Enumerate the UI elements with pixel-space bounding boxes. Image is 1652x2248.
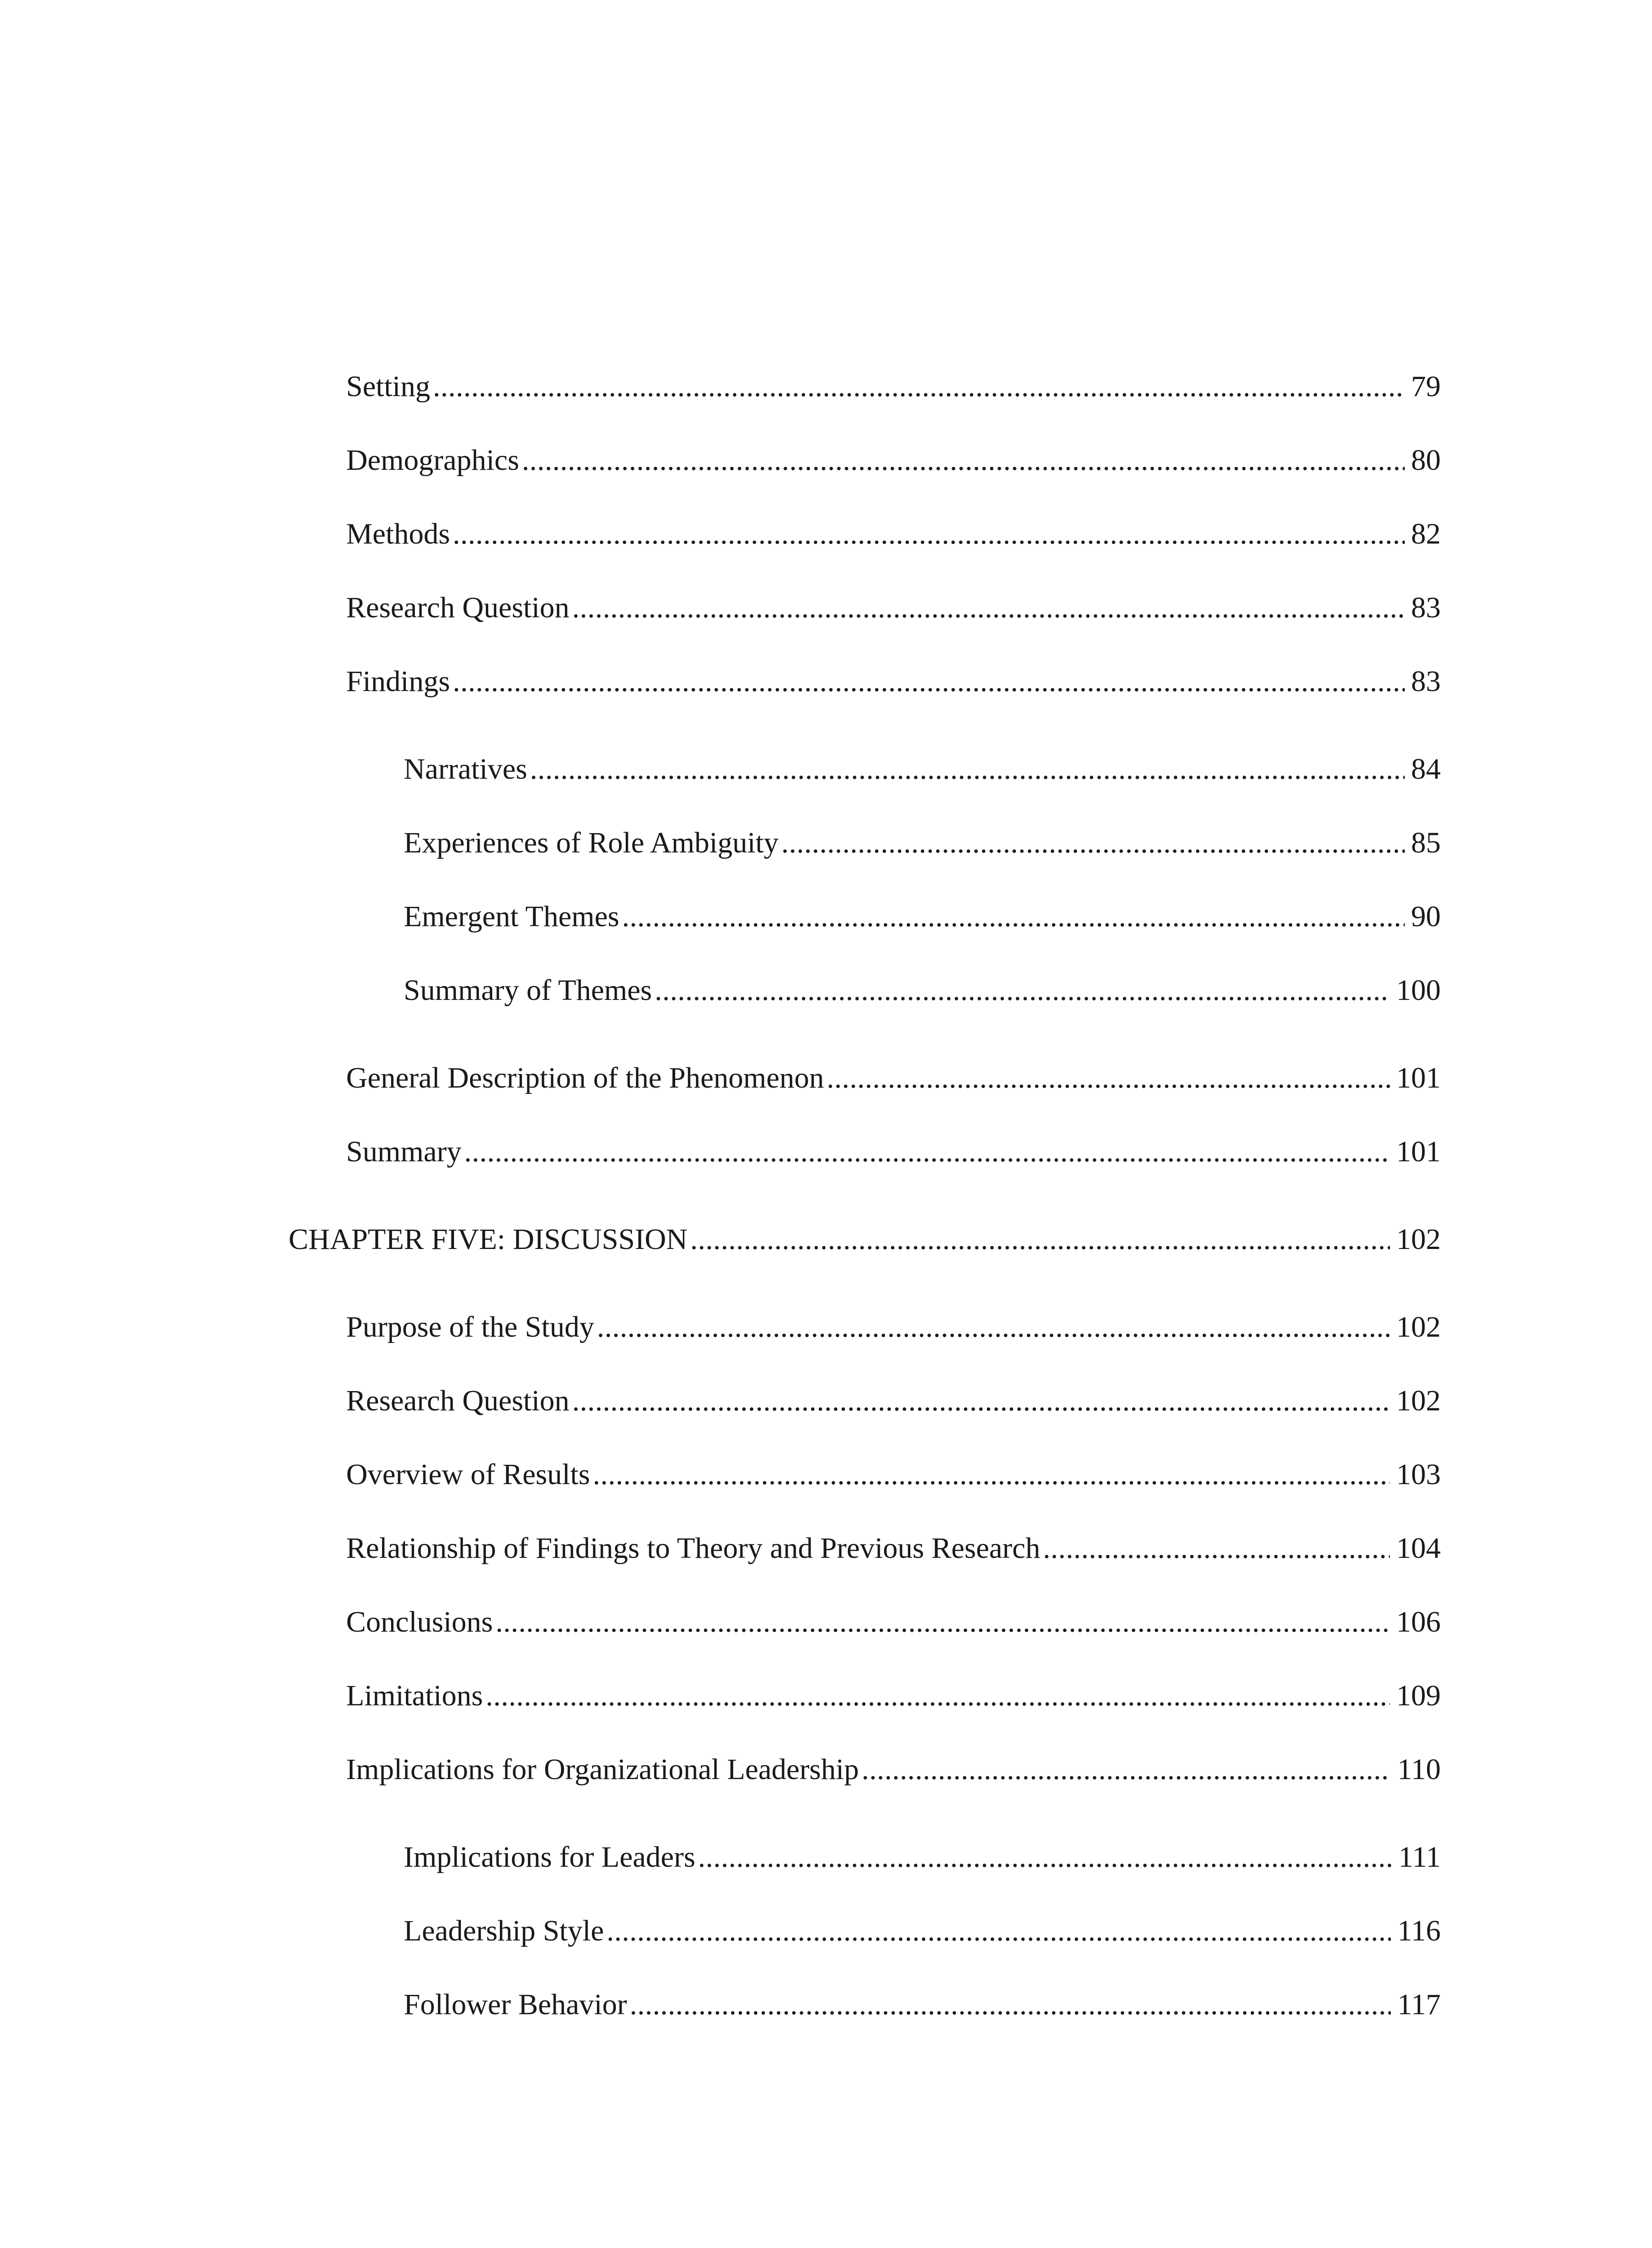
toc-entry-summary-of-themes[interactable] [404, 970, 1441, 1011]
toc-page-number: 106 [1396, 1606, 1441, 1638]
toc-entry-title: Emergent Themes [404, 900, 619, 933]
toc-entry-title: Experiences of Role Ambiguity [404, 826, 779, 859]
toc-page-number: 109 [1396, 1679, 1441, 1712]
toc-entry-title: Research Question [346, 1384, 570, 1417]
toc-page-number: 84 [1411, 753, 1441, 785]
toc-entry-conclusions[interactable] [346, 1602, 1441, 1642]
toc-entry-title: Setting [346, 370, 431, 403]
toc-page-number: 90 [1411, 900, 1441, 933]
toc-entry-title: Summary [346, 1135, 462, 1168]
toc-entry-title: Purpose of the Study [346, 1311, 594, 1343]
toc-entry-chapter-five[interactable] [289, 1219, 1441, 1260]
toc-entry-research-question-2[interactable] [346, 1381, 1441, 1421]
toc-entry-title: Implications for Leaders [404, 1841, 695, 1873]
toc-page-number: 103 [1396, 1458, 1441, 1491]
toc-dot-leader [572, 588, 1405, 628]
toc-entry-follower-behavior[interactable] [404, 1985, 1441, 2025]
toc-dot-leader [485, 1676, 1390, 1716]
toc-entry-limitations[interactable] [346, 1676, 1441, 1716]
toc-page-number: 101 [1396, 1062, 1441, 1094]
toc-page-number: 104 [1396, 1532, 1441, 1565]
toc-entry-research-question[interactable] [346, 588, 1441, 628]
toc-entry-title: Narratives [404, 753, 527, 785]
toc-page-number: 117 [1397, 1988, 1441, 2021]
toc-entry-implications-for-organizational-leadership[interactable] [346, 1749, 1441, 1790]
toc-entry-title: Relationship of Findings to Theory and Previous Research [346, 1532, 1041, 1565]
toc-page-number: 85 [1411, 826, 1441, 859]
toc-dot-leader [464, 1132, 1390, 1172]
toc-dot-leader [530, 749, 1405, 789]
toc-page-number: 82 [1411, 517, 1441, 550]
toc-entry-emergent-themes[interactable] [404, 897, 1441, 937]
toc-entry-narratives[interactable] [404, 749, 1441, 789]
toc-entry-findings[interactable] [346, 661, 1441, 702]
toc-page-number: 83 [1411, 665, 1441, 698]
toc-page-number: 100 [1396, 974, 1441, 1007]
toc-page-number: 79 [1411, 370, 1441, 403]
toc-dot-leader [781, 823, 1405, 863]
toc-entry-title: Findings [346, 665, 450, 698]
toc-dot-leader [522, 440, 1405, 481]
toc-dot-leader [862, 1749, 1391, 1790]
toc-chapter-title: CHAPTER FIVE: DISCUSSION [289, 1223, 688, 1256]
toc-dot-leader [630, 1985, 1391, 2025]
toc-entry-title: Methods [346, 517, 450, 550]
toc-page-number: 116 [1397, 1914, 1441, 1947]
toc-entry-setting[interactable] [346, 366, 1441, 407]
toc-dot-leader [597, 1307, 1390, 1347]
toc-entry-overview-of-results[interactable] [346, 1454, 1441, 1495]
toc-dot-leader [1043, 1528, 1390, 1569]
toc-dot-leader [453, 514, 1405, 554]
toc-entry-experiences-of-role-ambiguity[interactable] [404, 823, 1441, 863]
toc-entry-implications-for-leaders[interactable] [404, 1837, 1441, 1878]
toc-entry-title: Demographics [346, 444, 519, 477]
toc-entry-methods[interactable] [346, 514, 1441, 554]
toc-entry-title: Overview of Results [346, 1458, 590, 1491]
toc-entry-purpose-of-the-study[interactable] [346, 1307, 1441, 1347]
toc-dot-leader [495, 1602, 1390, 1642]
toc-dot-leader [827, 1058, 1390, 1098]
toc-entry-general-description[interactable] [346, 1058, 1441, 1098]
toc-dot-leader [698, 1837, 1392, 1878]
toc-dot-leader [690, 1219, 1390, 1260]
toc-dot-leader [593, 1454, 1390, 1495]
toc-entry-title: Research Question [346, 591, 570, 624]
toc-entry-demographics[interactable] [346, 440, 1441, 481]
toc-dot-leader [572, 1381, 1390, 1421]
toc-entry-title: Implications for Organizational Leadership [346, 1753, 859, 1786]
toc-entry-summary[interactable] [346, 1132, 1441, 1172]
toc-page-number: 102 [1396, 1223, 1441, 1256]
toc-entry-title: General Description of the Phenomenon [346, 1062, 824, 1094]
toc-dot-leader [622, 897, 1405, 937]
toc-entry-title: Limitations [346, 1679, 483, 1712]
toc-dot-leader [606, 1911, 1391, 1951]
toc-entry-title: Summary of Themes [404, 974, 652, 1007]
toc-page-number: 102 [1396, 1311, 1441, 1343]
toc-entry-relationship-of-findings[interactable] [346, 1528, 1441, 1569]
toc-entry-title: Conclusions [346, 1606, 493, 1638]
toc-dot-leader [655, 970, 1390, 1011]
toc-dot-leader [433, 366, 1405, 407]
toc-entry-title: Follower Behavior [404, 1988, 627, 2021]
toc-page-number: 102 [1396, 1384, 1441, 1417]
toc-entry-leadership-style[interactable] [404, 1911, 1441, 1951]
toc-page-number: 110 [1397, 1753, 1441, 1786]
toc-page-number: 101 [1396, 1135, 1441, 1168]
toc-page-number: 111 [1398, 1841, 1441, 1873]
toc-page-number: 83 [1411, 591, 1441, 624]
toc-dot-leader [453, 661, 1405, 702]
toc-entry-title: Leadership Style [404, 1914, 604, 1947]
toc-page-number: 80 [1411, 444, 1441, 477]
